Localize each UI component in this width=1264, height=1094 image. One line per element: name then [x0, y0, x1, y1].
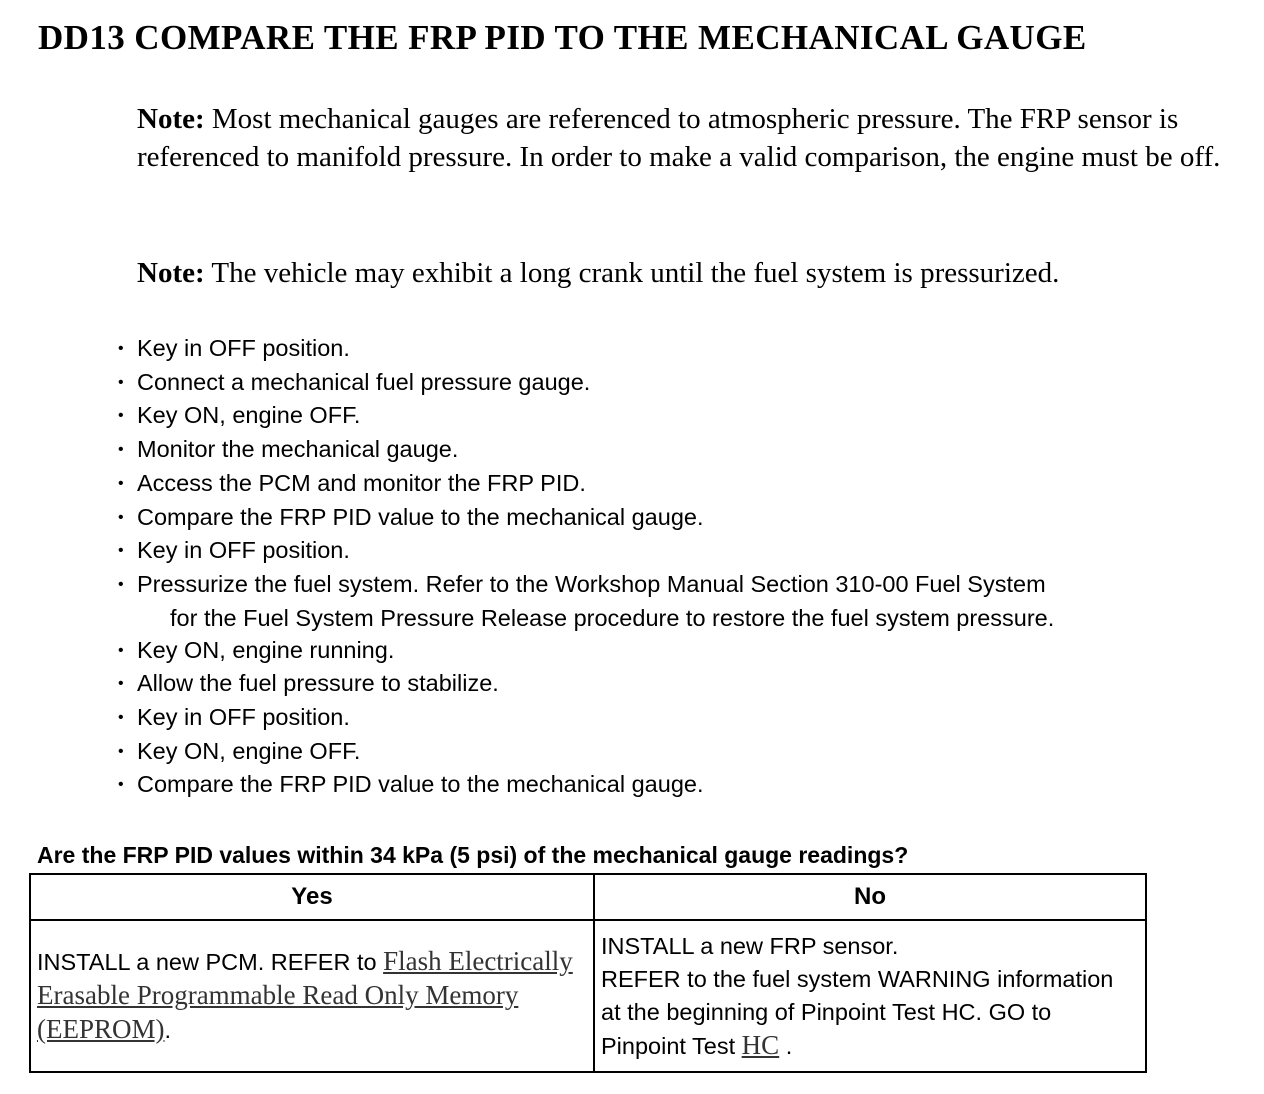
table-row [30, 920, 1146, 1072]
yes-end: . [164, 1017, 172, 1043]
bullet-icon: • [118, 675, 124, 693]
step-item [118, 399, 1238, 433]
pinpoint-test-hc-link[interactable]: HC [741, 1029, 780, 1060]
bullet-icon: • [118, 340, 124, 357]
step-text: Key in OFF position. [137, 704, 350, 731]
bullet-icon: • [118, 441, 124, 459]
bullet-icon: • [118, 542, 124, 560]
note-text: Most mechanical gauges are referenced to atmospheric pressure. The FRP sensor is referenced to manifold pressure. In order to make a valid comparison, the engine must be off. [137, 103, 1221, 173]
step-text: Key in OFF position. [137, 335, 350, 361]
yes-instruction: INSTALL a new PCM. REFER to [37, 949, 384, 975]
bullet-icon: • [118, 709, 124, 727]
bullet-icon: • [118, 575, 124, 593]
note-atmospheric [137, 100, 1227, 176]
step-item [118, 768, 1238, 802]
procedure-steps [118, 332, 1238, 802]
step-text: Key ON, engine OFF. [137, 737, 361, 764]
yes-cell [30, 920, 594, 1072]
step-item [118, 701, 1238, 735]
bullet-icon: • [118, 776, 124, 794]
decision-question: Are the FRP PID values within 34 kPa (5 psi) of the mechanical gauge readings? [37, 842, 909, 868]
bullet-icon: • [118, 641, 124, 659]
eeprom-link[interactable]: Flash Electrically Erasable Programmable Read Only Memory (EEPROM) [37, 946, 573, 1044]
step-text: Access the PCM and monitor the FRP PID. [137, 469, 586, 496]
step-item [118, 568, 1238, 634]
step-text: Monitor the mechanical gauge. [137, 436, 459, 463]
step-text: Key in OFF position. [137, 537, 350, 564]
yes-header: Yes [30, 874, 594, 920]
step-text: Compare the FRP PID value to the mechanical gauge. [137, 771, 704, 798]
step-item [118, 467, 1238, 501]
step-text: Compare the FRP PID value to the mechanical gauge. [137, 503, 704, 530]
step-item [118, 534, 1238, 568]
step-text: Allow the fuel pressure to stabilize. [137, 670, 499, 697]
step-item [118, 735, 1238, 769]
step-item [118, 501, 1238, 535]
step-text: Connect a mechanical fuel pressure gauge. [137, 368, 591, 395]
step-item [118, 366, 1238, 400]
note-long-crank [137, 254, 1227, 292]
answer-table [29, 873, 1147, 1073]
table-header-row [30, 874, 1146, 920]
step-item [118, 332, 1238, 366]
note-text: The vehicle may exhibit a long crank until the fuel system is pressurized. [204, 257, 1060, 289]
bullet-icon: • [118, 474, 124, 492]
no-instruction-line1: INSTALL a new FRP sensor. [601, 932, 899, 959]
note-label: Note: [137, 257, 205, 289]
bullet-icon: • [118, 742, 124, 760]
bullet-icon: • [118, 508, 124, 526]
page-title: DD13 COMPARE THE FRP PID TO THE MECHANICAL GAUGE [38, 18, 1087, 57]
step-item [118, 433, 1238, 467]
step-text: Pressurize the fuel system. Refer to the Workshop Manual Section 310-00 Fuel System [137, 570, 1046, 597]
no-cell [594, 920, 1146, 1072]
no-instruction-line2: REFER to the fuel system WARNING information at the beginning of Pinpoint Test HC. GO to Pinpoint Test [601, 965, 1114, 1059]
no-header: No [594, 874, 1146, 920]
step-text-continuation: for the Fuel System Pressure Release procedure to restore the fuel system pressure. [170, 604, 1055, 631]
step-text: Key ON, engine OFF. [137, 402, 361, 429]
step-text: Key ON, engine running. [137, 636, 395, 663]
note-label: Note: [137, 103, 205, 135]
bullet-icon: • [118, 373, 124, 391]
no-end: . [779, 1032, 793, 1059]
bullet-icon: • [118, 407, 124, 425]
step-item [118, 667, 1238, 701]
step-item [118, 634, 1238, 668]
